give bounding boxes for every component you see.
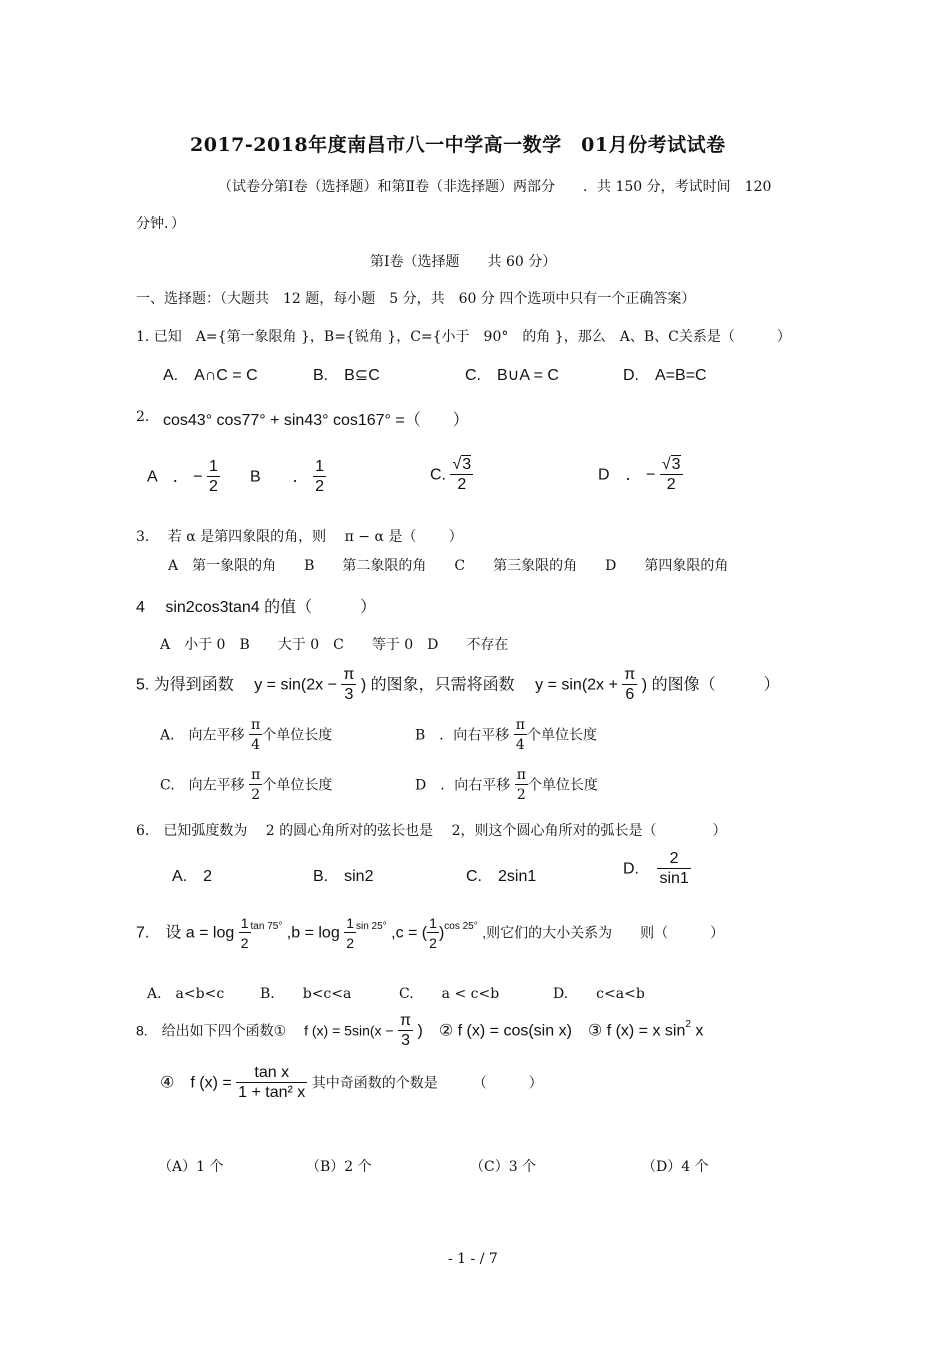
q7-stem: 7. 设 a = log $\frac{1}{2}$ $^{tan 75^\circ}$ ,b = log $\frac{1}{2}$ $^{sin 25^\circ}$ ,c = ( $\frac{1}{2}$ )$^{cos 25^\circ}$ ,则它们的大小关系为 则（ ） (136, 915, 725, 951)
q4-options: A 小于 0 B 大于 0 C 等于 0 D 不存在 (160, 637, 509, 653)
intro-line-1: （试卷分第Ⅰ卷（选择题）和第Ⅱ卷（非选择题）两部分 ．共 150 分，考试时间 120 (218, 179, 772, 195)
q7-option-a: A. a<b<c (147, 986, 225, 1002)
q4-stem: 4 sin2cos3tan4 的值（ ） (136, 599, 377, 616)
q7-option-c: C. a < c<b (399, 986, 500, 1002)
q5-option-c: C. 向左平移 $\frac{\pi}{2}$ 个单位长度 (160, 767, 333, 803)
q8-option-d: （D）4 个 (642, 1159, 709, 1175)
q2-option-a: A ． − $\frac{1}{2}$ (147, 458, 218, 495)
q8-stem: 8. 给出如下四个函数① f (x) = 5sin(x − $\frac{\pi}{3}$ ) ② f (x) = cos(sin x) ③ f (x) = x $\sin^2 x$ (136, 1012, 704, 1049)
q5-option-a: A. 向左平移 $\frac{\pi}{4}$ 个单位长度 (160, 717, 333, 753)
q2-number: 2. (136, 409, 150, 425)
q6-stem: 6. 已知弧度数为 2 的圆心角所对的弦长也是 2，则这个圆心角所对的弧长是（ ） (136, 823, 727, 839)
q1-option-d: D. A=B=C (623, 367, 707, 384)
page-title: 2017-2018年度南昌市八一中学高一数学 01月份考试试卷 (190, 134, 726, 156)
q5-option-d: D ．向右平移 $\frac{\pi}{2}$ 个单位长度 (415, 767, 598, 803)
intro-line-2: 分钟．） (136, 216, 185, 232)
q1-stem: 1. 已知 A={第一象限角 }，B={锐角 }，C={小于 90° 的角 }，那么 A、B、C关系是（ ） (136, 329, 791, 345)
q8-function-4: ④ f (x) = $\frac{\text{tan x}}{\text{1 + tan² x}}$ 其中奇函数的个数是 （ ） (160, 1064, 543, 1101)
page-number: - 1 - / 7 (448, 1251, 498, 1267)
q2-option-b: B ． $\frac{1}{2}$ (250, 458, 325, 495)
q1-option-a: A. A∩C = C (163, 367, 258, 384)
q2-expression: cos43° cos77° + sin43° cos167° =（ ） (163, 412, 469, 429)
part-heading: 第Ⅰ卷（选择题 共 60 分） (370, 254, 557, 270)
q5-stem: 5. 为得到函数 y = sin(2x − $\frac{\pi}{3}$ ) 的图象，只需将函数 y = sin(2x + $\frac{\pi}{6}$ ) 的图像（ ） (136, 666, 780, 703)
q8-option-a: （A）1 个 (158, 1159, 224, 1175)
q2-option-d: D ． − $\frac{√3}{2}$ (598, 456, 681, 493)
q1-option-c: C. B∪A = C (465, 367, 559, 384)
q6-option-a: A. 2 (172, 868, 213, 885)
q1-option-b: B. B⊆C (313, 367, 380, 384)
q6-option-d: D. $\frac{2}{\sin 1}$ (623, 850, 689, 887)
q6-option-b: B. sin2 (313, 868, 374, 885)
q2-option-c: C. $\frac{√3}{2}$ (430, 456, 472, 493)
q8-option-b: （B）2 个 (306, 1159, 372, 1175)
q7-option-b: B. b<c<a (260, 986, 352, 1002)
section-heading: 一、选择题：（大题共 12 题，每小题 5 分，共 60 分 四个选项中只有一个正确答案） (136, 291, 696, 307)
q8-option-c: （C）3 个 (470, 1159, 537, 1175)
q3-stem: 3. 若 α 是第四象限的角，则 π − α 是（ ） (136, 529, 463, 545)
q5-option-b: B ．向右平移 $\frac{\pi}{4}$ 个单位长度 (415, 717, 597, 753)
q6-option-c: C. 2sin1 (466, 868, 537, 885)
q3-options: A 第一象限的角 B 第二象限的角 C 第三象限的角 D 第四象限的角 (168, 558, 729, 574)
q7-option-d: D. c<a<b (553, 986, 645, 1002)
